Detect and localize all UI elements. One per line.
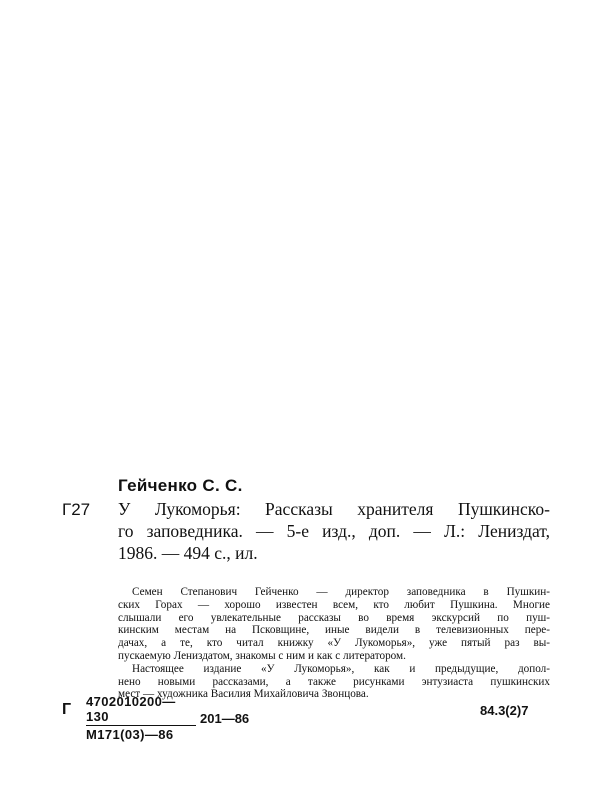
annotation-line: нено новыми рассказами, а также рисунками энтузиаста пушкинских bbox=[118, 675, 550, 688]
fraction-numerator: 4702010200—130 bbox=[86, 694, 196, 726]
title-line: го заповедника. — 5-е изд., доп. — Л.: Лениздат, bbox=[118, 521, 550, 541]
bibliographic-description bbox=[118, 498, 550, 564]
catalog-index bbox=[62, 694, 562, 742]
annotation-line: мест — художника Василия Михайловича Звонцова. bbox=[118, 688, 369, 701]
annotation-line: дачах, а те, кто читал книжку «У Лукоморья», уже пятый раз вы- bbox=[118, 637, 550, 650]
catalog-fraction bbox=[86, 694, 196, 742]
bbk-index: 84.3(2)7 bbox=[480, 703, 529, 718]
author-name: Гейченко С. С. bbox=[118, 476, 243, 495]
catalog-letter: Г bbox=[62, 701, 72, 718]
annotation-line: Семен Степанович Гейченко — директор заповедника в Пушкин- bbox=[132, 586, 550, 598]
title-line: У Лукоморья: Рассказы хранителя Пушкинско- bbox=[118, 499, 550, 519]
fraction-denominator: М171(03)—86 bbox=[86, 727, 174, 742]
annotation-line: слышали его увлекательные рассказы во время экскурсий по пуш- bbox=[118, 611, 550, 624]
annotation-line: ских Горах — хорошо известен всем, кто любит Пушкина. Многие bbox=[118, 598, 550, 611]
annotation bbox=[118, 586, 550, 701]
annotation-line: пускаемую Лениздатом, знакомы с ним и как с литератором. bbox=[118, 649, 406, 662]
annotation-line: Настоящее издание «У Лукоморья», как и предыдущие, допол- bbox=[132, 662, 550, 675]
call-code: Г27 bbox=[62, 500, 91, 519]
title-line: 1986. — 494 с., ил. bbox=[118, 543, 258, 563]
order-number: 201—86 bbox=[200, 711, 250, 726]
annotation-line: кинским местам на Псковщине, иные видели в телевизионных пере- bbox=[118, 624, 550, 637]
